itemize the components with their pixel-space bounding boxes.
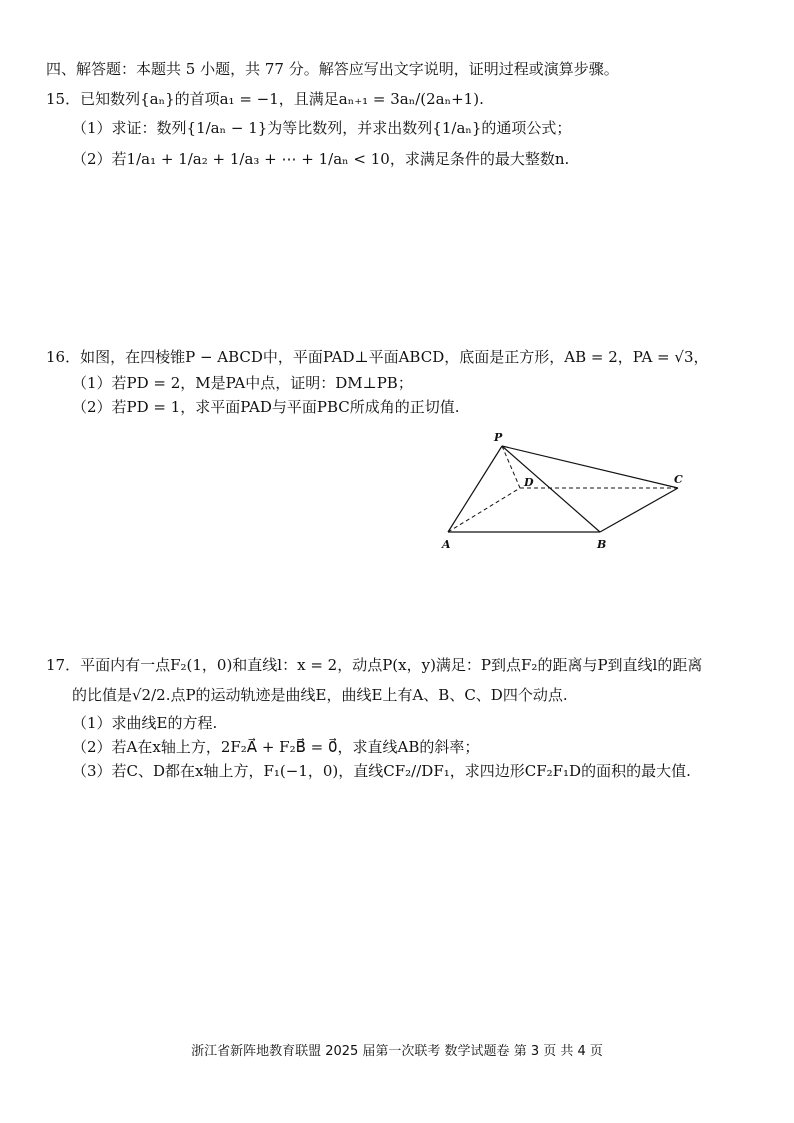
label-A: A xyxy=(442,538,451,551)
edge-PB xyxy=(502,446,600,532)
label-P: P xyxy=(494,431,503,444)
label-C: C xyxy=(674,473,683,486)
edge-PD-hidden xyxy=(502,446,520,488)
q16-part2: （2）若PD = 1，求平面PAD与平面PBC所成角的正切值. xyxy=(72,398,460,416)
edge-PA xyxy=(448,446,502,532)
q17-part3: （3）若C、D都在x轴上方，F₁(−1，0)，直线CF₂//DF₁，求四边形CF₂F₁D的面积的最大值. xyxy=(72,762,691,780)
page-footer: 浙江省新阵地教育联盟 2025 届第一次联考 数学试题卷 第 3 页 共 4 页 xyxy=(191,1044,603,1059)
q17-part1: （1）求曲线E的方程. xyxy=(72,714,218,732)
pyramid-figure xyxy=(440,426,700,556)
q17-stem-line1: 17．平面内有一点F₂(1，0)和直线l：x = 2，动点P(x，y)满足：P到点F₂的距离与P到直线l的距离 xyxy=(46,656,703,674)
label-D: D xyxy=(524,476,534,489)
q15-part2: （2）若1/a₁ + 1/a₂ + 1/a₃ + ⋯ + 1/aₙ < 10，求满足条件的最大整数n. xyxy=(72,150,570,168)
q15-stem: 15．已知数列{aₙ}的首项a₁ = −1，且满足aₙ₊₁ = 3aₙ/(2aₙ+1). xyxy=(46,90,484,108)
q16-part1: （1）若PD = 2，M是PA中点，证明：DM⊥PB； xyxy=(72,374,413,392)
q17-stem-line2: 的比值是√2/2.点P的运动轨迹是曲线E，曲线E上有A、B、C、D四个动点. xyxy=(72,686,568,704)
edge-BC xyxy=(600,488,678,532)
edge-AD-hidden xyxy=(448,488,520,532)
label-B: B xyxy=(597,538,607,551)
section-header: 四、解答题：本题共 5 小题，共 77 分。解答应写出文字说明，证明过程或演算步骤。 xyxy=(46,60,619,78)
q15-part1: （1）求证：数列{1/aₙ − 1}为等比数列，并求出数列{1/aₙ}的通项公式； xyxy=(72,119,572,137)
q16-stem: 16．如图，在四棱锥P − ABCD中，平面PAD⊥平面ABCD，底面是正方形，AB = 2，PA = √3， xyxy=(46,348,709,366)
q17-part2: （2）若A在x轴上方，2F₂A⃗ + F₂B⃗ = 0⃗，求直线AB的斜率； xyxy=(72,738,480,756)
